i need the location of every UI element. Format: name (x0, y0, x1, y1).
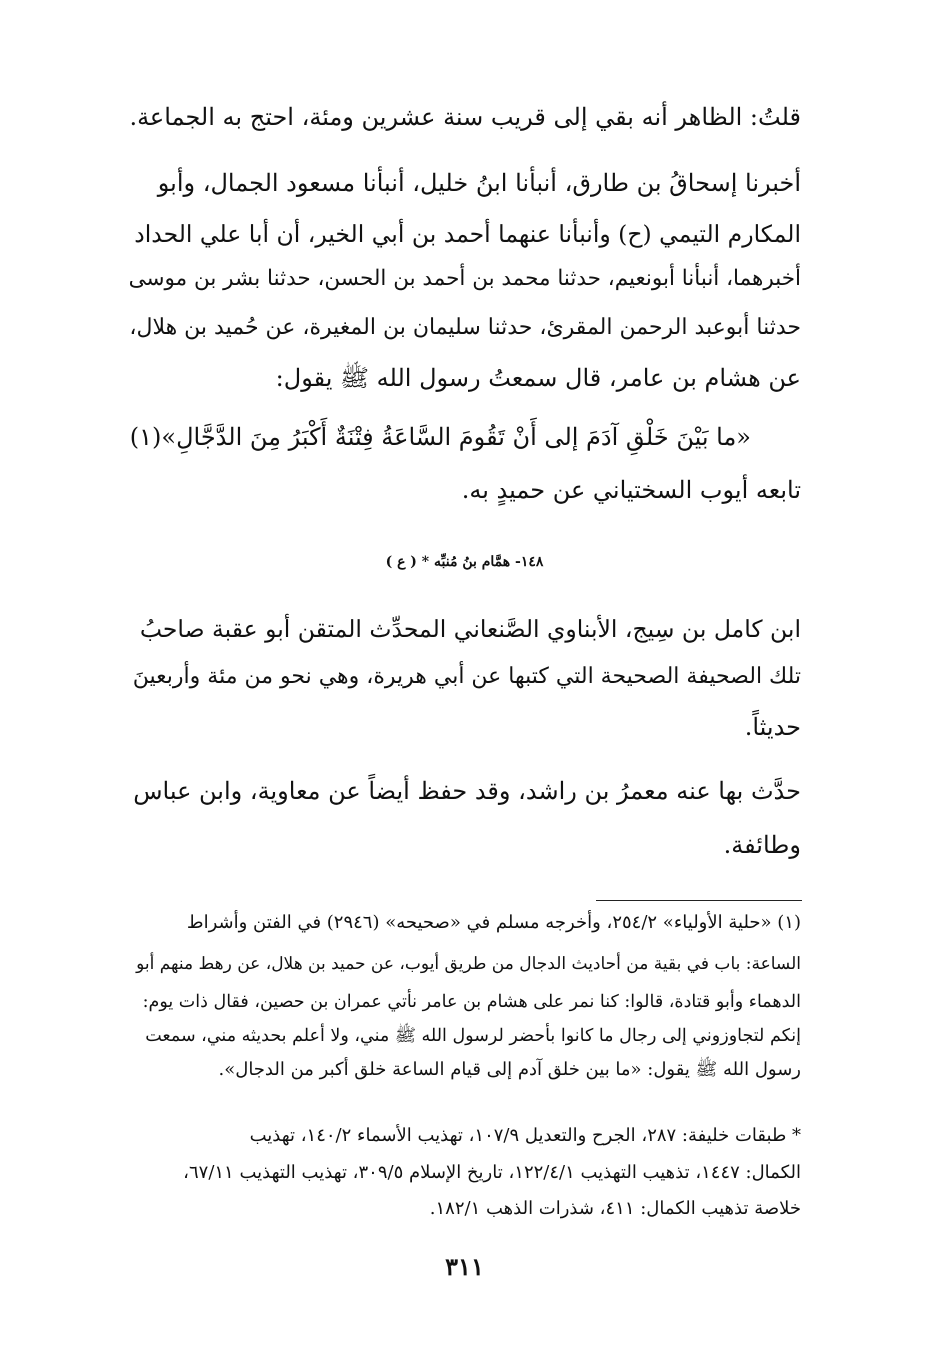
footnote-line: (١) «حلية الأولياء» ٢٥٤/٢، وأخرجه مسلم في «صحيحه» (٢٩٤٦) في الفتن وأشراط (186, 912, 801, 933)
sources-line: الكمال: ١٤٤٧، تذهيب التهذيب ١٢٢/٤/١، تاريخ الإسلام ٣٠٩/٥، تهذيب التهذيب ٦٧/١١، (183, 1162, 801, 1183)
paragraph-line: عن هشام بن عامر، قال سمعتُ رسول الله ﷺ يقول: (275, 364, 801, 392)
paragraph-line: أخبرنا إسحاقُ بن طارق، أنبأنا ابنُ خليل، أنبأنا مسعود الجمال، وأبو (157, 169, 801, 197)
footnote-line: الساعة: باب في بقية من أحاديث الدجال من طريق أيوب، عن حميد بن هلال، عن رهط منهم أبو (136, 954, 801, 974)
page-number: ٣١١ (445, 1252, 484, 1281)
paragraph-line: حدثنا أبوعبد الرحمن المقرئ، حدثنا سليمان بن المغيرة، عن حُميد بن هلال، (129, 315, 801, 340)
footnote-line: رسول الله ﷺ يقول: «ما بين خلق آدم إلى قيام الساعة خلق أكبر من الدجال». (218, 1059, 801, 1080)
sources-line: * طبقات خليفة: ٢٨٧، الجرح والتعديل ١٠٧/٩، تهذيب الأسماء ١٤٠/٢، تهذيب (249, 1125, 801, 1146)
paragraph-line: قلتُ: الظاهر أنه بقي إلى قريب سنة عشرين ومئة، احتج به الجماعة. (129, 103, 801, 131)
paragraph-line: تلك الصحيفة الصحيحة التي كتبها عن أبي هريرة، وهي نحو من مئة وأربعينَ (132, 664, 801, 689)
paragraph-line: حدَّث بها عنه معمرُ بن راشد، وقد حفظ أيضاً عن معاوية، وابن عباس (133, 777, 801, 805)
paragraph-line: وطائفة. (723, 831, 801, 859)
footnote-line: الدهماء وأبو قتادة، قالوا: كنا نمر على هشام بن عامر نأتي عمران بن حصين، فقال ذات يوم: (142, 992, 801, 1012)
paragraph-line: أخبرهما، أنبأنا أبونعيم، حدثنا محمد بن أحمد بن الحسن، حدثنا بشر بن موسى (128, 266, 801, 291)
paragraph-line: حديثاً. (744, 713, 801, 741)
paragraph-line: ابن كامل بن سِيج، الأبناوي الصَّنعاني المحدِّث المتقن أبو عقبة صاحبُ (139, 615, 801, 643)
footnote-line: إنكم لتجاوزوني إلى رجال ما كانوا بأحضر لرسول الله ﷺ مني، ولا أعلم بحديثه مني، سمعت (145, 1026, 801, 1046)
paragraph-line: المكارم التيمي (ح) وأنبأنا عنهما أحمد بن أبي الخير، أن أبا علي الحداد (134, 220, 801, 248)
entry-heading: ١٤٨- همَّام بنُ مُنبِّه * ( ع ) (385, 554, 544, 570)
sources-line: خلاصة تذهيب الكمال: ٤١١، شذرات الذهب ١٨٢/١. (429, 1198, 801, 1219)
hadith-quote: «ما بَيْنَ خَلْقِ آدَمَ إلى أَنْ تَقُومَ السَّاعَةُ فِتْنَةٌ أَكْبَرُ مِنَ الدَّجَّالِ»(١) (129, 423, 751, 451)
footnote-separator (596, 900, 802, 901)
paragraph-line: تابعه أيوب السختياني عن حميدٍ به. (461, 476, 801, 504)
